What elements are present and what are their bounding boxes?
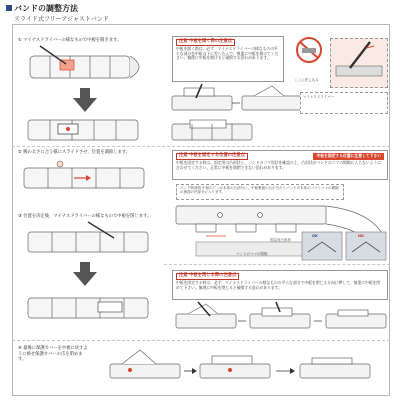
note-close-head: 注意 中板を閉じる際の注意点 — [176, 273, 239, 280]
step-3-num: ③ — [18, 214, 22, 219]
arrow-shaft-2 — [80, 262, 90, 272]
step-3 — [18, 214, 158, 220]
caption-fix-pos: 固定用凸形状 — [270, 238, 291, 242]
note-open-body: 中板を開く際は、必ず、マイナスドライバーの様なものの平らな部分を中板の下に差し込んで、慎重に中板を開けてください。無理に中板を開けると破損する恐れがあります。 — [176, 45, 279, 61]
divider-3 — [12, 340, 390, 341]
divider-1 — [12, 146, 390, 147]
note-position-head: 注意 中板を固定する位置の注意点 — [176, 153, 248, 160]
band-illustration-step1b — [28, 116, 148, 146]
note-close — [172, 270, 388, 300]
title-square-icon — [6, 5, 12, 11]
note-position-body: 中板を固定する時は、固定用の凸形状と、バンドのコマ形状を確認の上、凸形状がバンドのコマの間隙に入らないように合わせてください。正常に中板を開閉できない恐れがあります。 — [176, 159, 382, 170]
page-title-text: バンドの調整方法 — [14, 4, 78, 13]
step-4-num: ④ — [18, 346, 22, 351]
note-position-badge: 中板を固定する位置に注意して下さい — [313, 153, 384, 160]
cross-section-box — [176, 184, 344, 200]
arrow-shaft-1 — [80, 88, 90, 98]
closeup-insert-illustration — [330, 38, 388, 88]
step-2 — [18, 150, 148, 156]
cross-section-head: バンド断面図 — [180, 186, 201, 190]
step-1-num: ① — [18, 38, 22, 43]
caption-box-tool — [300, 92, 388, 114]
cross-section-body: 中留のピンが本体の凸部分に、中留裏面の凸が当たりバンドの本体のコマとコマの間隙の裏面の凹部分に入ります。 — [180, 186, 339, 195]
band-illustration-step1 — [30, 46, 150, 96]
cover-close-illustrations — [100, 344, 388, 392]
caption-tool: マイナスドライバー — [303, 95, 335, 99]
step-4 — [18, 346, 90, 363]
note-open-head: 注意 中板を開く際の注意点 — [176, 39, 235, 46]
clasp-closed-illustration — [172, 116, 272, 150]
step-1 — [18, 38, 138, 44]
step-3-text: 位置を決定後、マイナスドライバーの様なもので中板を閉じます。 — [23, 214, 152, 219]
caption-gap: バンドのコマの間隙 — [236, 252, 268, 256]
step-2-text: 腕の太さに合う様にスライドさせ、位置を調節します。 — [23, 150, 131, 155]
note-close-body: 中板を固定する時は、必ず、マイナスドライバーの様なものの平らな部分で中板を閉じる方向に押して、慎重に中板を閉めて下さい。無理に中板を閉じると破損する恐れがあります。 — [176, 279, 381, 290]
prohibited-icon — [292, 36, 326, 76]
caption-ng: NG — [358, 234, 364, 238]
step-4-text: 最後に保護カバーを中板に戻すように被せ保護カバーの爪を閉めます。 — [18, 346, 88, 362]
arrow-down-2-icon — [73, 272, 97, 286]
step-2-num: ② — [18, 150, 22, 155]
clasp-close-illustration — [176, 302, 390, 338]
note-position — [172, 150, 388, 180]
caption-ok: OK — [312, 234, 318, 238]
band-illustration-step3 — [28, 222, 158, 258]
band-illustration-step2 — [24, 160, 154, 196]
divider-2 — [164, 264, 390, 265]
caption-insert: ここに差し込み — [294, 78, 319, 82]
note-open — [172, 36, 284, 82]
band-illustration-step3b — [28, 292, 158, 326]
page-subtitle: スライド式フリーアジャストバンド — [14, 16, 109, 23]
step-1-text: マイナスドライバーの様なもので中板を開きます。 — [23, 38, 122, 43]
arrow-down-1-icon — [73, 98, 97, 112]
page-title — [6, 3, 78, 14]
